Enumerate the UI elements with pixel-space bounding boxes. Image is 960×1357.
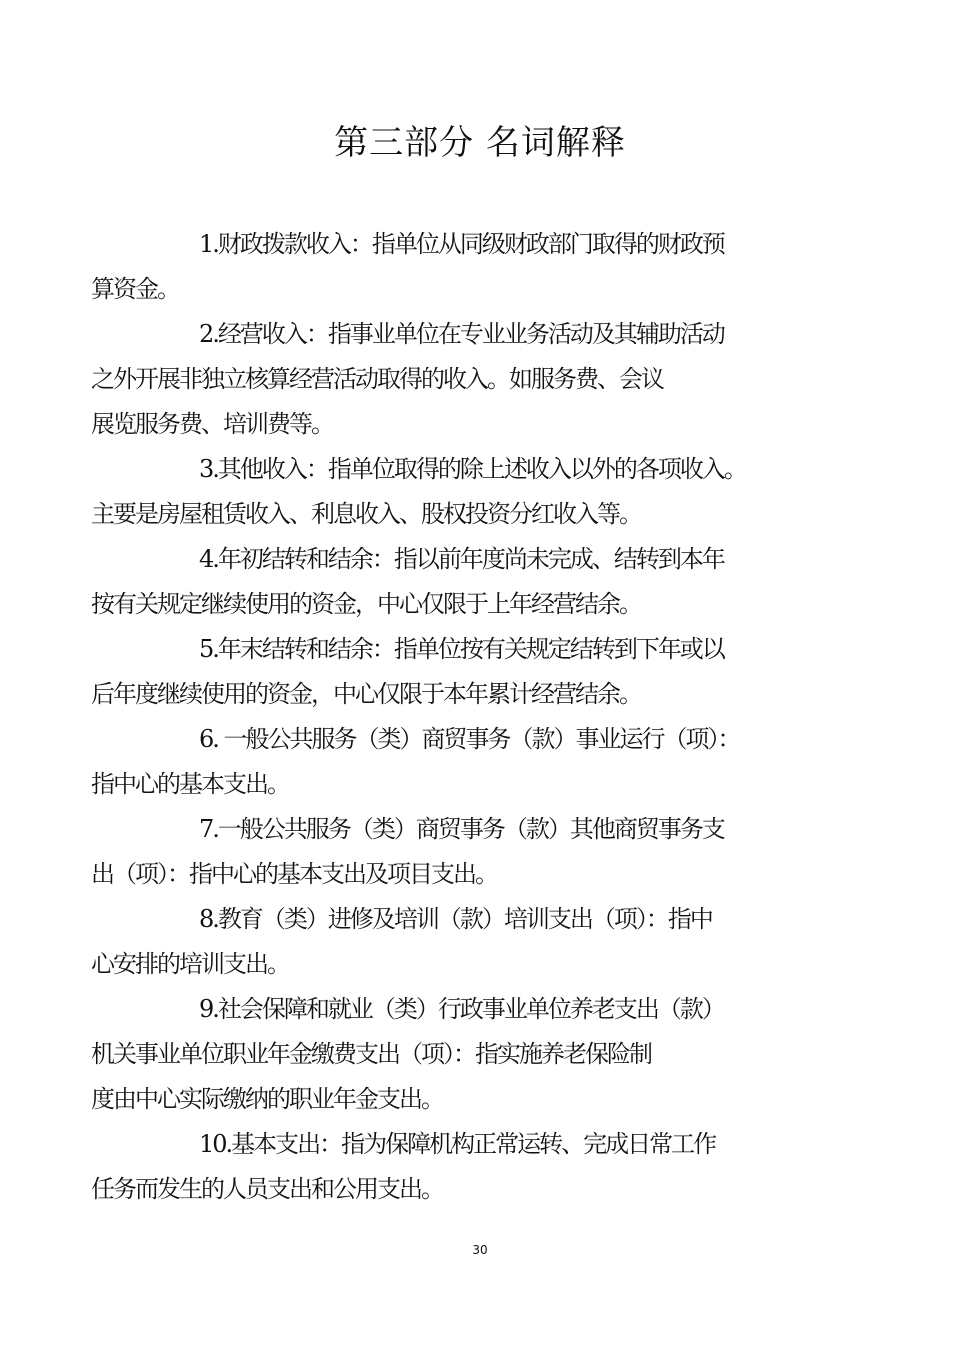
- paragraph-line: 6. 一般公共服务（类）商贸事务（款）事业运行（项）：: [199, 725, 740, 753]
- definition-paragraph: [91, 897, 815, 987]
- page-number: 30: [472, 1243, 488, 1257]
- paragraph-line: 3.其他收入：指单位取得的除上述收入以外的各项收入。: [199, 455, 746, 483]
- paragraph-line: 7.一般公共服务（类）商贸事务（款）其他商贸事务支: [199, 815, 724, 843]
- definition-paragraph: [91, 987, 815, 1122]
- definition-paragraph: [91, 1122, 815, 1212]
- page-title: 第三部分 名词解释: [334, 123, 626, 163]
- paragraph-line: 按有关规定继续使用的资金，中心仅限于上年经营结余。: [91, 590, 641, 618]
- definitions-body: [91, 222, 815, 1212]
- definition-paragraph: [91, 222, 815, 312]
- paragraph-line: 9.社会保障和就业（类）行政事业单位养老支出（款）: [199, 995, 724, 1023]
- paragraph-line: 指中心的基本支出。: [91, 770, 289, 798]
- paragraph-line: 算资金。: [91, 275, 179, 303]
- definition-paragraph: [91, 717, 815, 807]
- definition-paragraph: [91, 312, 815, 447]
- definition-paragraph: [91, 807, 815, 897]
- paragraph-line: 出（项）：指中心的基本支出及项目支出。: [91, 860, 497, 888]
- paragraph-line: 2.经营收入：指事业单位在专业业务活动及其辅助活动: [199, 320, 724, 348]
- definition-paragraph: [91, 447, 815, 537]
- paragraph-line: 10.基本支出：指为保障机构正常运转、完成日常工作: [199, 1130, 716, 1158]
- paragraph-line: 主要是房屋租赁收入、利息收入、股权投资分红收入等。: [91, 500, 641, 528]
- paragraph-line: 5.年末结转和结余：指单位按有关规定结转到下年或以: [199, 635, 724, 663]
- paragraph-line: 8.教育（类）进修及培训（款）培训支出（项）：指中: [199, 905, 712, 933]
- paragraph-line: 4.年初结转和结余：指以前年度尚未完成、结转到本年: [199, 545, 724, 573]
- paragraph-line: 度由中心实际缴纳的职业年金支出。: [91, 1085, 443, 1113]
- paragraph-line: 后年度继续使用的资金，中心仅限于本年累计经营结余。: [91, 680, 641, 708]
- paragraph-line: 机关事业单位职业年金缴费支出（项）：指实施养老保险制: [91, 1040, 651, 1068]
- definition-paragraph: [91, 537, 815, 627]
- paragraph-line: 任务而发生的人员支出和公用支出。: [91, 1175, 443, 1203]
- paragraph-line: 之外开展非独立核算经营活动取得的收入。如服务费、会议: [91, 365, 663, 393]
- paragraph-line: 展览服务费、培训费等。: [91, 410, 333, 438]
- paragraph-line: 心安排的培训支出。: [91, 950, 289, 978]
- paragraph-line: 1.财政拨款收入：指单位从同级财政部门取得的财政预: [199, 230, 724, 258]
- definition-paragraph: [91, 627, 815, 717]
